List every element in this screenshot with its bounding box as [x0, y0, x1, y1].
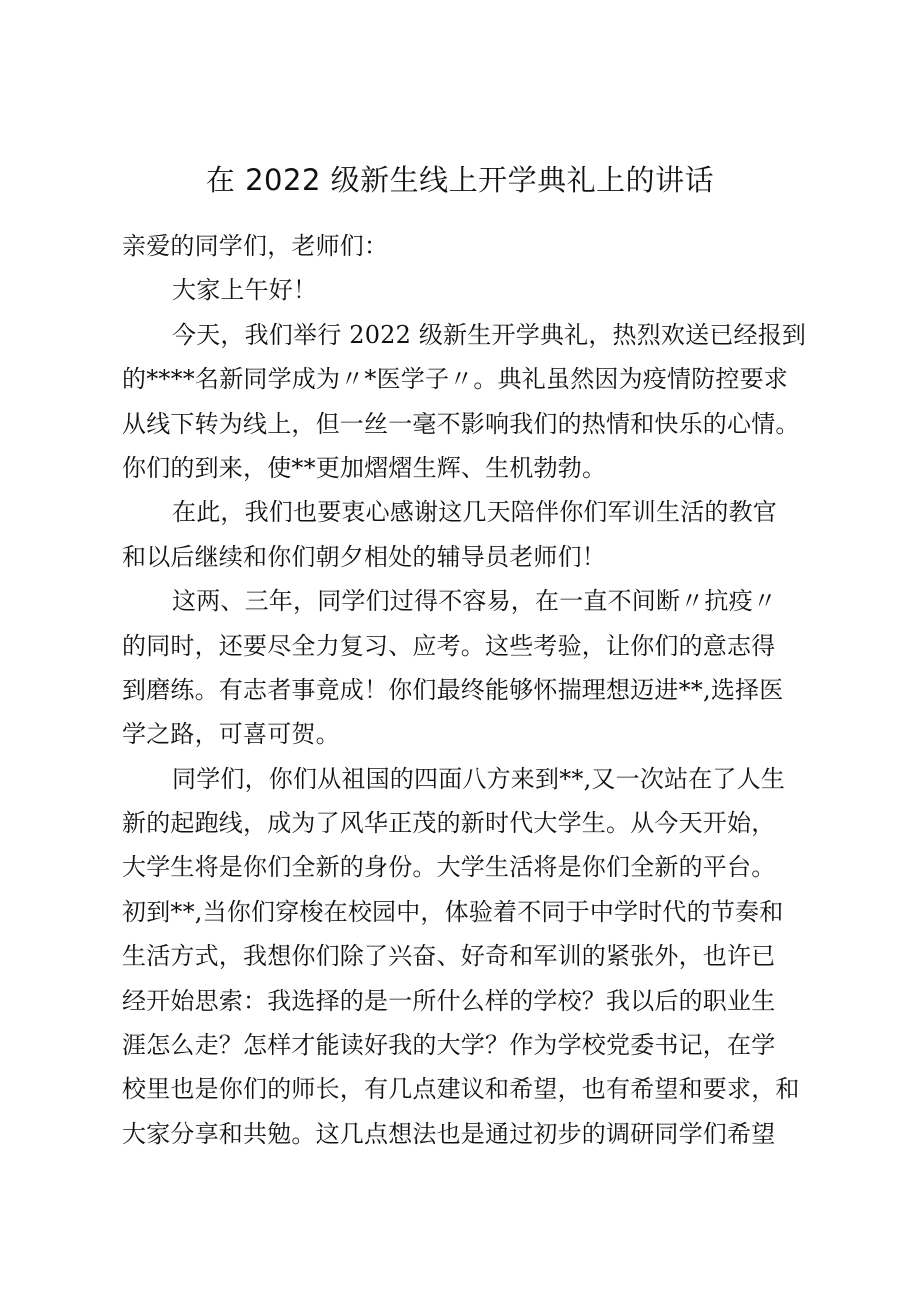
body-line: 这两、三年，同学们过得不容易，在一直不间断〃抗疫〃: [172, 587, 777, 616]
body-line: 亲爱的同学们，老师们：: [122, 232, 389, 260]
body-line: 大家分享和共勉。这几点想法也是通过初步的调研同学们希望: [122, 1119, 776, 1148]
body-line: 的同时，还要尽全力复习、应考。这些考验，让你们的意志得: [122, 631, 776, 660]
body-line: 到磨练。有志者事竟成！你们最终能够怀揣理想迈进**,选择医: [122, 675, 784, 704]
body-line: 你们的到来，使**更加熠熠生辉、生机勃勃。: [122, 453, 607, 482]
body-line: 涯怎么走？怎样才能读好我的大学？作为学校党委书记，在学: [122, 1031, 776, 1060]
body-line: 初到**,当你们穿梭在校园中，体验着不同于中学时代的节奏和: [122, 897, 784, 926]
body-line: 同学们，你们从祖国的四面八方来到**,又一次站在了人生: [172, 764, 786, 793]
body-line: 从线下转为线上，但一丝一毫不影响我们的热情和快乐的心情。: [122, 409, 800, 438]
body-line: 经开始思索：我选择的是一所什么样的学校？我以后的职业生: [122, 986, 776, 1015]
document-title: 在 2022 级新生线上开学典礼上的讲话: [205, 163, 715, 197]
body-line: 大家上午好！: [172, 276, 318, 305]
body-line: 大学生将是你们全新的身份。大学生活将是你们全新的平台。: [122, 853, 776, 882]
body-line: 校里也是你们的师长，有几点建议和希望，也有希望和要求，和: [122, 1075, 800, 1104]
document-body: [122, 224, 808, 1156]
body-line: 的****名新同学成为〃*医学子〃。典礼虽然因为疫情防控要求: [122, 365, 788, 394]
body-line: 生活方式，我想你们除了兴奋、好奇和军训的紧张外，也许已: [122, 942, 776, 971]
body-line: 在此，我们也要衷心感谢这几天陪伴你们军训生活的教官: [172, 498, 777, 527]
body-line: 学之路，可喜可贺。: [122, 720, 340, 749]
body-line: 今天，我们举行 2022 级新生开学典礼，热烈欢送已经报到: [172, 320, 807, 349]
body-line: 和以后继续和你们朝夕相处的辅导员老师们！: [122, 542, 606, 571]
body-line: 新的起跑线，成为了风华正茂的新时代大学生。从今天开始，: [122, 809, 776, 838]
